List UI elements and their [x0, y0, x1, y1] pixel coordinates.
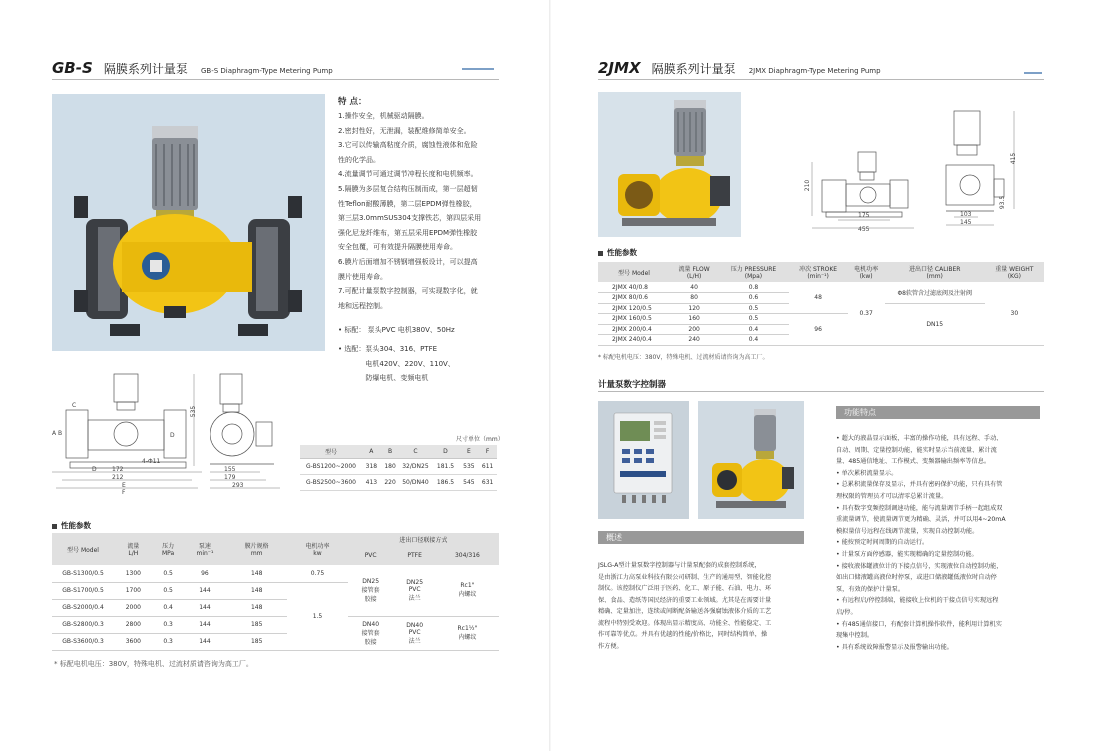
table-cell: GB-S1300/0.5 — [52, 565, 114, 582]
dim-unit-note: 尺寸单位（mm） — [456, 436, 504, 443]
dimension-table — [300, 445, 497, 491]
table-header: 进出口径联接方式 — [348, 533, 499, 545]
table-header: 压力 PRESSURE (Mpa) — [718, 262, 788, 282]
gb-s-front-drawing — [52, 370, 202, 495]
table-cell: 148 — [226, 582, 287, 599]
overview-line: 作方便。 — [598, 642, 623, 650]
table-header: F — [478, 445, 497, 458]
dim-label: 179 — [224, 474, 236, 481]
table-cell: 148 — [226, 565, 287, 582]
table-cell: DN40 接管套 胶接 — [348, 616, 394, 650]
feature-line: 强化尼龙纤维布，第五层采用EPDM弹性橡胶 — [338, 228, 478, 237]
table-cell: 0.4 — [153, 599, 184, 616]
dim-label: 155 — [224, 466, 236, 473]
func-item: 模拟量信号远程在线调节流量，实现自动控制功能。 — [836, 527, 979, 535]
table-cell: G-BS2500~3600 — [300, 474, 362, 490]
perf-section-title — [52, 520, 91, 531]
right-model-name: 2JMX — [598, 59, 641, 77]
dim-label: 212 — [112, 474, 124, 481]
left-footnote: * 标配电机电压：380V，特殊电机、过流材质请咨询为高工厂。 — [54, 660, 253, 668]
feature-line: 安全包覆，可有效提升隔膜使用寿命。 — [338, 243, 457, 252]
table-cell: 1.5 — [287, 582, 348, 650]
func-item: • 有485通信接口，有配套计算机操作软件，能利用计算机实 — [836, 620, 1002, 628]
table-row — [598, 282, 1044, 293]
overview-line: 是由浙江力高泵业科技有限公司研制、生产的通用型、智能化控 — [598, 573, 772, 581]
controller-title: 计量泵数字控制器 — [598, 380, 667, 390]
table-cell: 0.5 — [153, 565, 184, 582]
right-title-cn: 隔膜系列计量泵 — [651, 62, 736, 76]
table-cell: 0.8 — [718, 282, 788, 293]
table-cell: Φ8软管含过滤底阀及注射阀 — [885, 282, 985, 303]
table-cell: 3600 — [114, 633, 153, 650]
table-cell: 160 — [670, 314, 718, 325]
dim-label: D — [92, 466, 97, 473]
func-item: 理权限的管理员才可以清零总累计流量。 — [836, 492, 948, 500]
func-item: • 超大的液晶显示面板，丰富的操作功能，具有远程、手动、 — [836, 435, 1003, 442]
table-cell: GB-S2800/0.3 — [52, 616, 114, 633]
func-item: • 具有系统故障报警显示及报警输出功能。 — [836, 643, 953, 651]
table-header: 型号 — [300, 445, 362, 458]
left-model-name: GB-S — [52, 59, 93, 77]
table-cell: Rc1½" 内螺纹 — [436, 616, 499, 650]
table-cell: 185 — [226, 633, 287, 650]
table-cell: 2JMX 200/0.4 — [598, 324, 670, 335]
func-item: • 能按预定时间周期的自动运行。 — [836, 539, 929, 547]
dim-label: 4-Φ11 — [142, 458, 161, 465]
overview-title-bar — [598, 531, 804, 544]
func-item: 如出口储液罐高液位时停泵，或进口储液罐低液位时自动停 — [836, 574, 997, 582]
table-cell: G-BS1200~2000 — [300, 458, 362, 474]
table-cell: 1700 — [114, 582, 153, 599]
standard-config — [338, 323, 513, 338]
overview-line: 制仪。该控制仪广泛用于医药、化工、原子能、石油、电力、环 — [598, 585, 772, 592]
table-header: PVC — [348, 545, 394, 565]
table-cell: 611 — [478, 458, 497, 474]
table-cell: 0.3 — [153, 616, 184, 633]
feature-line: 4.流量调节可通过调节冲程长度和电机频率。 — [338, 170, 478, 179]
table-cell: 0.6 — [718, 293, 788, 304]
table-cell: 2800 — [114, 616, 153, 633]
table-header: 冲次 STROKE (min⁻¹) — [789, 262, 848, 282]
func-item: • 接收液体罐液位计的下接点信号，实现液位自动控制功能， — [836, 562, 1003, 570]
func-title-bar — [836, 406, 1040, 419]
table-cell: 2JMX 40/0.8 — [598, 282, 670, 293]
func-item: • 总累积流量保存及显示，并具有密码保护功能，只有具有管 — [836, 481, 1003, 489]
dim-label: A — [52, 430, 57, 437]
table-header: 电机功率 kw — [287, 533, 348, 565]
func-item: • 有远程启/停控制端，能接收上位机的干接点信号实现远程 — [836, 597, 999, 605]
func-item: 启/停。 — [836, 608, 857, 616]
table-cell: 535 — [460, 458, 479, 474]
table-header: E — [460, 445, 479, 458]
table-header: 型号 Model — [52, 533, 114, 565]
right-footnote: * 标配电机电压：380V，特殊电机、过流材质请咨询为高工厂。 — [598, 354, 769, 361]
table-cell: 148 — [226, 599, 287, 616]
controller-rule — [598, 391, 1044, 392]
table-cell: 50/DN40 — [399, 474, 431, 490]
feature-line: 3.它可以传输高粘度介质，腐蚀性液体和危险 — [338, 141, 478, 150]
func-item: • 计量泵方面停感器，能实现精确的定量控制功能。 — [836, 550, 978, 558]
option-label: • 选配： — [338, 344, 366, 353]
table-header: 压力 MPa — [153, 533, 184, 565]
feature-line: 地和远程控制。 — [338, 301, 387, 310]
table-header: 电机功率 (kw) — [848, 262, 885, 282]
table-cell: 0.4 — [718, 335, 788, 346]
func-list — [836, 433, 1048, 653]
table-cell: 144 — [184, 616, 227, 633]
perf-title: 性能参数 — [61, 521, 91, 530]
table-header: B — [381, 445, 400, 458]
table-cell: 0.5 — [718, 303, 788, 314]
table-cell: 0.5 — [718, 314, 788, 325]
bullet-square-icon — [598, 251, 603, 256]
table-cell: Rc1" 内螺纹 — [436, 565, 499, 616]
table-header: 膜片规格 mm — [226, 533, 287, 565]
table-cell: 0.5 — [153, 582, 184, 599]
overview-line: 流程中特别受欢迎。体现出显示精度高、功能全、性能稳定、工 — [598, 619, 772, 627]
dim-label: 293 — [232, 482, 244, 489]
table-header: 流量 FLOW (L/H) — [670, 262, 718, 282]
option-line: 泵头304、316、PTFE — [365, 344, 438, 353]
title-decoration — [462, 68, 494, 70]
table-header: D — [431, 445, 459, 458]
dim-label: E — [122, 482, 126, 489]
feature-line: 膜片使用寿命。 — [338, 272, 387, 281]
2jmx-perf-table — [598, 262, 1044, 346]
table-row — [52, 616, 499, 633]
table-header-row — [598, 262, 1044, 282]
standard-value: 泵头PVC 电机380V、50Hz — [367, 326, 455, 335]
table-cell: DN25 接管套 胶接 — [348, 565, 394, 616]
feature-line: 5.隔膜为多层复合结构压制而成，第一层超韧 — [338, 184, 478, 193]
dim-label: C — [72, 402, 77, 409]
feature-line: 2.密封性好，无泄漏，装配维修简单安全。 — [338, 126, 471, 135]
table-cell: 2000 — [114, 599, 153, 616]
table-cell: 220 — [381, 474, 400, 490]
overview-line: 作可靠等优点。并具有优越的性能/价格比，同时结构简单，操 — [598, 631, 768, 638]
gb-s-pump-photo — [52, 94, 325, 351]
dim-label: 415 — [1010, 152, 1018, 165]
table-cell: 2JMX 240/0.4 — [598, 335, 670, 346]
dim-label: 145 — [960, 219, 972, 226]
table-header-row — [52, 533, 499, 545]
dim-label: 103 — [960, 211, 972, 218]
features-list — [338, 109, 513, 313]
func-item: 量、485通信地址、工作模式、变频器输出频率等信息。 — [836, 458, 991, 466]
table-cell: 48 — [789, 282, 848, 314]
table-cell: 80 — [670, 293, 718, 304]
table-cell: DN25 PVC 法兰 — [393, 565, 435, 616]
func-item: 自动、周期、定量控制功能，能实时显示当前流量、累计流 — [836, 446, 997, 454]
title-rule — [52, 79, 499, 80]
feature-line: 7.可配计量泵数字控制器，可实现数字化，就 — [338, 287, 478, 296]
right-perf-title: 性能参数 — [607, 248, 637, 257]
dim-label: 172 — [112, 466, 124, 473]
table-cell: 32/DN25 — [399, 458, 431, 474]
dim-label: D — [170, 432, 175, 439]
title-decoration — [1024, 72, 1042, 74]
right-title-en: 2JMX Diaphragm-Type Metering Pump — [748, 67, 881, 75]
dim-label: 455 — [858, 226, 870, 233]
title-rule — [598, 79, 1044, 80]
right-perf-section-title — [598, 247, 637, 258]
feature-line: 性的化学品。 — [338, 155, 380, 164]
table-cell: 96 — [789, 314, 848, 346]
option-config — [338, 342, 513, 386]
overview-title: 概述 — [606, 533, 622, 542]
func-title: 功能特点 — [844, 408, 876, 417]
overview-line: 精确、定量加注，连续或间断配备输送各强腐蚀液体介质的工艺 — [598, 608, 772, 615]
table-cell: 144 — [184, 633, 227, 650]
table-header: 流量 L/H — [114, 533, 153, 565]
table-cell: 2JMX 120/0.5 — [598, 303, 670, 314]
table-header: PTFE — [393, 545, 435, 565]
table-cell: GB-S3600/0.3 — [52, 633, 114, 650]
dim-label: 535 — [190, 405, 198, 418]
table-header: 进出口径 CALIBER (mm) — [885, 262, 985, 282]
table-cell: 0.4 — [718, 324, 788, 335]
dim-label: 93.5 — [999, 195, 1007, 210]
table-cell: GB-S1700/0.5 — [52, 582, 114, 599]
features-block — [338, 95, 513, 386]
table-cell: 96 — [184, 565, 227, 582]
table-cell: DN40 PVC 法兰 — [393, 616, 435, 650]
table-header: 型号 Model — [598, 262, 670, 282]
overview-text — [598, 560, 806, 652]
standard-label: • 标配： — [338, 326, 366, 335]
table-cell: 2JMX 80/0.6 — [598, 293, 670, 304]
feature-line: 6.膜片后面增加不锈钢增强板设计，可以提高 — [338, 257, 478, 266]
gb-s-perf-table — [52, 533, 499, 651]
table-header-row — [300, 445, 497, 458]
controller-pump-photo — [698, 401, 804, 519]
table-cell: 144 — [184, 582, 227, 599]
table-header: A — [362, 445, 381, 458]
table-cell: 318 — [362, 458, 381, 474]
option-line: 电机420V、220V、110V、 — [365, 359, 455, 368]
dim-label: F — [122, 489, 126, 496]
feature-line: 性Teflon耐酸薄膜，第二层EPDM弹性橡胶， — [338, 199, 477, 208]
func-item: • 具有数字变频控制调速功能，能与流量调节手柄一起组成双 — [836, 504, 1003, 512]
feature-line: 1.操作安全，机械驱动隔膜。 — [338, 112, 429, 120]
table-cell: DN15 — [885, 303, 985, 345]
table-cell: 181.5 — [431, 458, 459, 474]
func-item: 现集中控制。 — [836, 632, 874, 640]
table-cell: 631 — [478, 474, 497, 490]
table-header: 泵速 min⁻¹ — [184, 533, 227, 565]
dim-label: 210 — [804, 179, 812, 192]
right-title — [598, 58, 881, 77]
table-cell: 120 — [670, 303, 718, 314]
table-cell: 144 — [184, 599, 227, 616]
table-cell: 185 — [226, 616, 287, 633]
table-cell: 30 — [985, 282, 1044, 345]
table-cell: 545 — [460, 474, 479, 490]
overview-line: JSLG-A型计量泵数字控制器与计量泵配套的成套控制系统， — [598, 562, 761, 569]
right-page — [550, 0, 1100, 751]
table-cell: 2JMX 160/0.5 — [598, 314, 670, 325]
table-cell: 200 — [670, 324, 718, 335]
2jmx-pump-photo — [598, 92, 741, 237]
table-header: 重量 WEIGHT (KG) — [985, 262, 1044, 282]
left-title — [52, 58, 333, 77]
dim-label: 175 — [858, 212, 870, 219]
table-cell: 0.75 — [287, 565, 348, 582]
option-line: 防爆电机、变频电机 — [365, 374, 429, 383]
2jmx-front-drawing — [804, 150, 918, 233]
bullet-square-icon — [52, 524, 57, 529]
table-cell: 413 — [362, 474, 381, 490]
table-cell: 40 — [670, 282, 718, 293]
features-title: 特 点： — [338, 97, 367, 107]
dim-label: B — [58, 430, 63, 437]
table-row — [300, 458, 497, 474]
controller-photo — [598, 401, 689, 519]
table-cell: 180 — [381, 458, 400, 474]
table-cell: 1300 — [114, 565, 153, 582]
table-header: C — [399, 445, 431, 458]
table-row — [52, 565, 499, 582]
2jmx-side-drawing — [940, 105, 1020, 230]
left-title-cn: 隔膜系列计量泵 — [103, 62, 188, 76]
left-title-en: GB-S Diaphragm-Type Metering Pump — [200, 67, 333, 75]
func-item: 重流量调节，使流量调节更为精确、灵活，并可以用4~20mA — [836, 516, 1006, 524]
overview-line: 保、食品、造纸等国民经济的重要工业领域。尤其是在需要计量 — [598, 596, 772, 604]
func-item: • 单次累积流量显示。 — [836, 469, 898, 477]
table-header: 304/316 — [436, 545, 499, 565]
feature-line: 第三层3.0mmSUS304支撑铁芯，第四层采用 — [338, 214, 482, 223]
table-cell: 186.5 — [431, 474, 459, 490]
table-cell: GB-S2000/0.4 — [52, 599, 114, 616]
func-item: 泵，有效的保护计量泵。 — [836, 585, 905, 593]
table-cell: 0.37 — [848, 282, 885, 345]
table-row — [300, 474, 497, 490]
table-cell: 0.3 — [153, 633, 184, 650]
gb-s-side-drawing — [210, 370, 285, 495]
table-cell: 240 — [670, 335, 718, 346]
